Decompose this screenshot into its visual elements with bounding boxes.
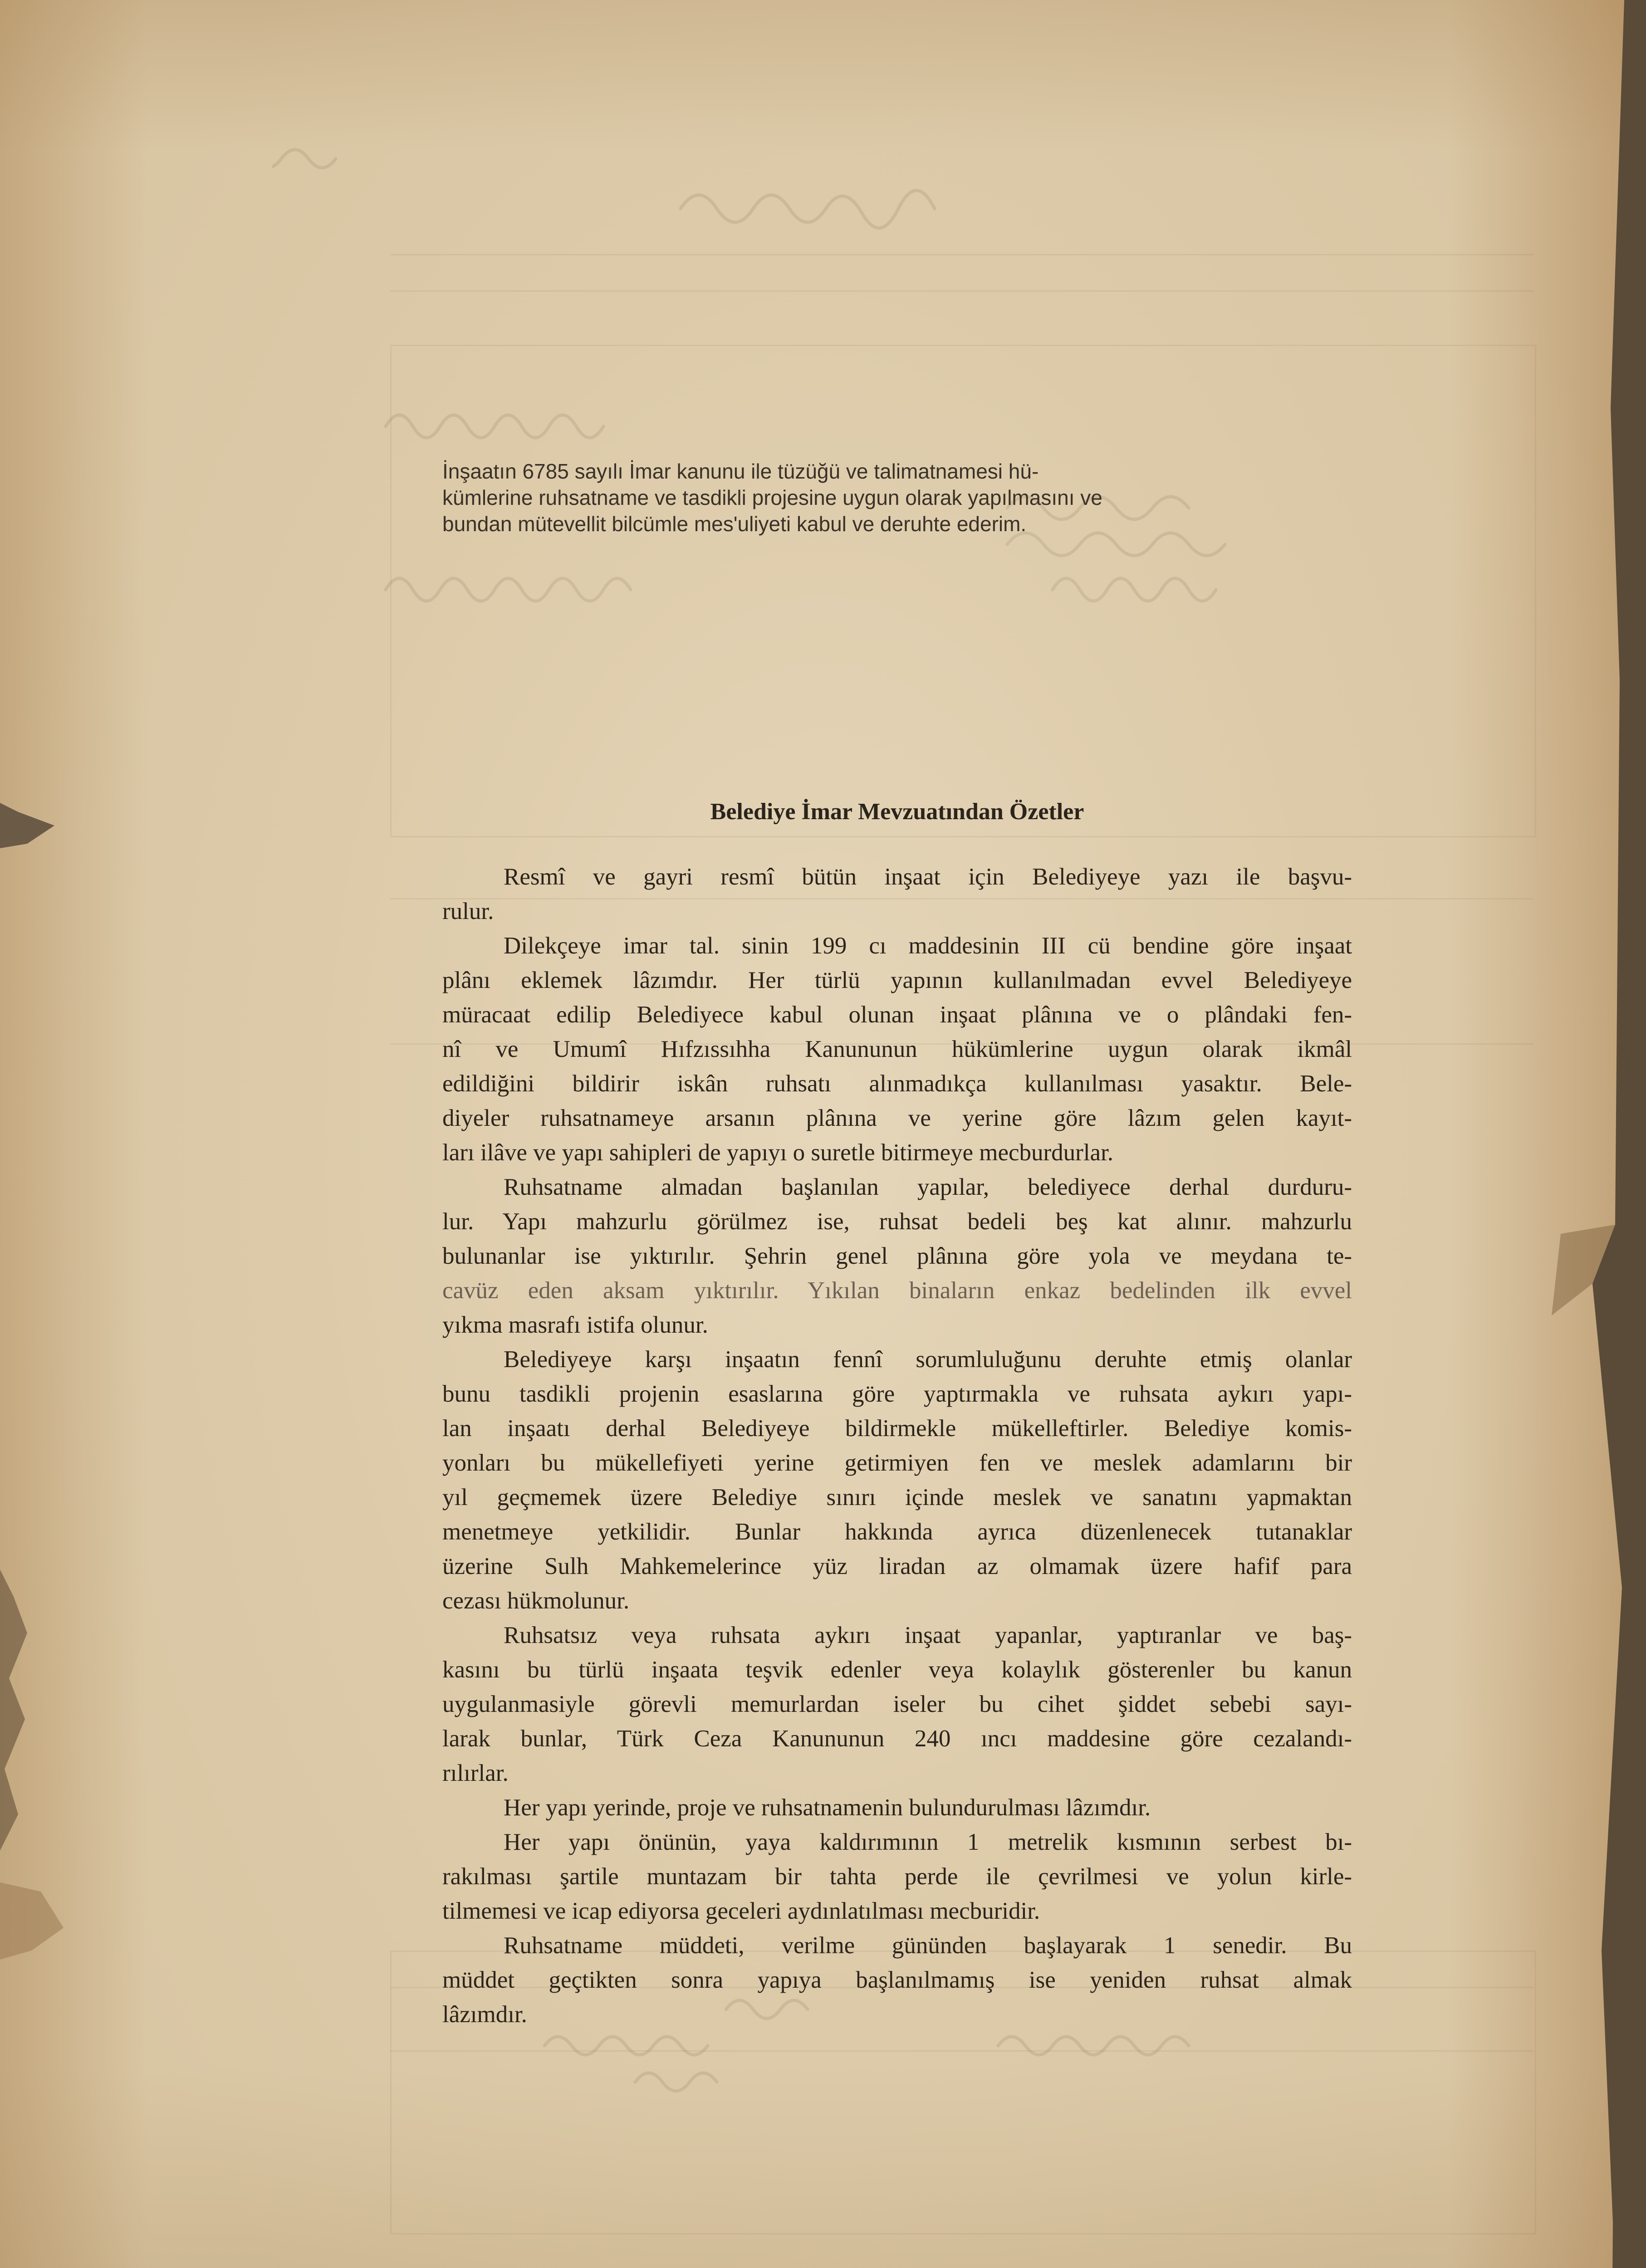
- body-text-line: rakılması şartile muntazam bir tahta perde ile çevrilmesi ve yolun kirle-: [442, 1863, 1352, 1890]
- body-text-line: Belediyeye karşı inşaatın fennî sorumluluğunu deruhte etmiş olanlar: [504, 1346, 1352, 1373]
- body-text-line: yıl geçmemek üzere Belediye sınırı içinde meslek ve sanatını yapmaktan: [442, 1484, 1352, 1510]
- body-text-line: Ruhsatname almadan başlanılan yapılar, belediyece derhal durduru-: [504, 1174, 1352, 1200]
- body-text-line: yıkma masrafı istifa olunur.: [442, 1312, 708, 1338]
- body-text-line: nî ve Umumî Hıfzıssıhha Kanununun hükümlerine uygun olarak ikmâl: [442, 1036, 1352, 1062]
- ghost-rule: [390, 290, 1533, 292]
- declaration-line: kümlerine ruhsatname ve tasdikli projesine uygun olarak yapılmasını ve: [442, 486, 1102, 509]
- body-text-line: lâzımdır.: [442, 2001, 527, 2028]
- body-text-line: bulunanlar ise yıktırılır. Şehrin genel plânına göre yola ve meydana te-: [442, 1243, 1352, 1269]
- body-text-line: lan inşaatı derhal Belediyeye bildirmekle mükelleftirler. Belediye komis-: [442, 1415, 1352, 1442]
- ghost-rule: [390, 2050, 1533, 2052]
- body-text-line: rulur.: [442, 898, 494, 924]
- declaration-paragraph: [442, 458, 1352, 537]
- body-text-line: ları ilâve ve yapı sahipleri de yapıyı o suretle bitirmeye mecburdurlar.: [442, 1139, 1114, 1166]
- body-text-line: kasını bu türlü inşaata teşvik edenler veya kolaylık gösterenler bu kanun: [442, 1657, 1352, 1683]
- body-text-line: diyeler ruhsatnameye arsanın plânına ve yerine göre lâzım gelen kayıt-: [442, 1105, 1352, 1131]
- body-text-line: menetmeye yetkilidir. Bunlar hakkında ayrıca düzenlenecek tutanaklar: [442, 1519, 1352, 1545]
- body-text-line: plânı eklemek lâzımdır. Her türlü yapının kullanılmadan evvel Belediyeye: [442, 967, 1352, 993]
- body-text-line: Resmî ve gayri resmî bütün inşaat için Belediyeye yazı ile başvu-: [504, 864, 1352, 890]
- ghost-handwriting: [272, 136, 1497, 726]
- body-text-line: lur. Yapı mahzurlu görülmez ise, ruhsat bedeli beş kat alınır. mahzurlu: [442, 1208, 1352, 1235]
- body-text-line: edildiğini bildirir iskân ruhsatı alınmadıkça kullanılması yasaktır. Bele-: [442, 1070, 1352, 1097]
- body-text-line: bunu tasdikli projenin esaslarına göre yaptırmakla ve ruhsata aykırı yapı-: [442, 1381, 1352, 1407]
- body-text-line: müracaat edilip Belediyece kabul olunan inşaat plânına ve o plândaki fen-: [442, 1002, 1352, 1028]
- regulations-summary: [442, 860, 1352, 2032]
- section-heading: Belediye İmar Mevzuatından Özetler: [710, 799, 1084, 825]
- body-text-line: uygulanmasiyle görevli memurlardan iseler bu cihet şiddet sebebi sayı-: [442, 1691, 1352, 1717]
- ghost-rule: [390, 254, 1533, 255]
- body-text-line: Ruhsatname müddeti, verilme gününden başlayarak 1 senedir. Bu: [504, 1932, 1352, 1959]
- body-text-line: Her yapı önünün, yaya kaldırımının 1 metrelik kısmının serbest bı-: [504, 1829, 1352, 1855]
- body-text-line: üzerine Sulh Mahkemelerince yüz liradan az olmamak üzere hafif para: [442, 1553, 1352, 1579]
- ghost-form-box: [390, 345, 1536, 837]
- left-edge-damage: [0, 0, 118, 2268]
- body-text-line: müddet geçtikten sonra yapıya başlanılmamış ise yeniden ruhsat almak: [442, 1967, 1352, 1993]
- declaration-line: İnşaatın 6785 sayılı İmar kanunu ile tüzüğü ve talimatnamesi hü-: [442, 459, 1039, 483]
- body-text-line: Ruhsatsız veya ruhsata aykırı inşaat yapanlar, yaptıranlar ve baş-: [504, 1622, 1352, 1648]
- body-text-line: cavüz eden aksam yıktırılır. Yıkılan binaların enkaz bedelinden ilk evvel: [442, 1277, 1352, 1304]
- right-edge-damage: [1533, 0, 1646, 2268]
- body-text-line: larak bunlar, Türk Ceza Kanununun 240 ıncı maddesine göre cezalandı-: [442, 1725, 1352, 1752]
- declaration-line: bundan mütevellit bilcümle mes'uliyeti kabul ve deruhte ederim.: [442, 512, 1027, 536]
- body-text-line: Dilekçeye imar tal. sinin 199 cı maddesinin III cü bendine göre inşaat: [504, 933, 1352, 959]
- body-text-line: Her yapı yerinde, proje ve ruhsatnamenin bulundurulması lâzımdır.: [504, 1794, 1151, 1821]
- faded-stamp: [576, 2263, 767, 2268]
- body-text-line: yonları bu mükellefiyeti yerine getirmiyen fen ve meslek adamlarını bir: [442, 1450, 1352, 1476]
- body-text-line: tilmemesi ve icap ediyorsa geceleri aydınlatılması mecburidir.: [442, 1898, 1040, 1924]
- body-text-line: cezası hükmolunur.: [442, 1588, 630, 1614]
- body-text-line: rılırlar.: [442, 1760, 509, 1786]
